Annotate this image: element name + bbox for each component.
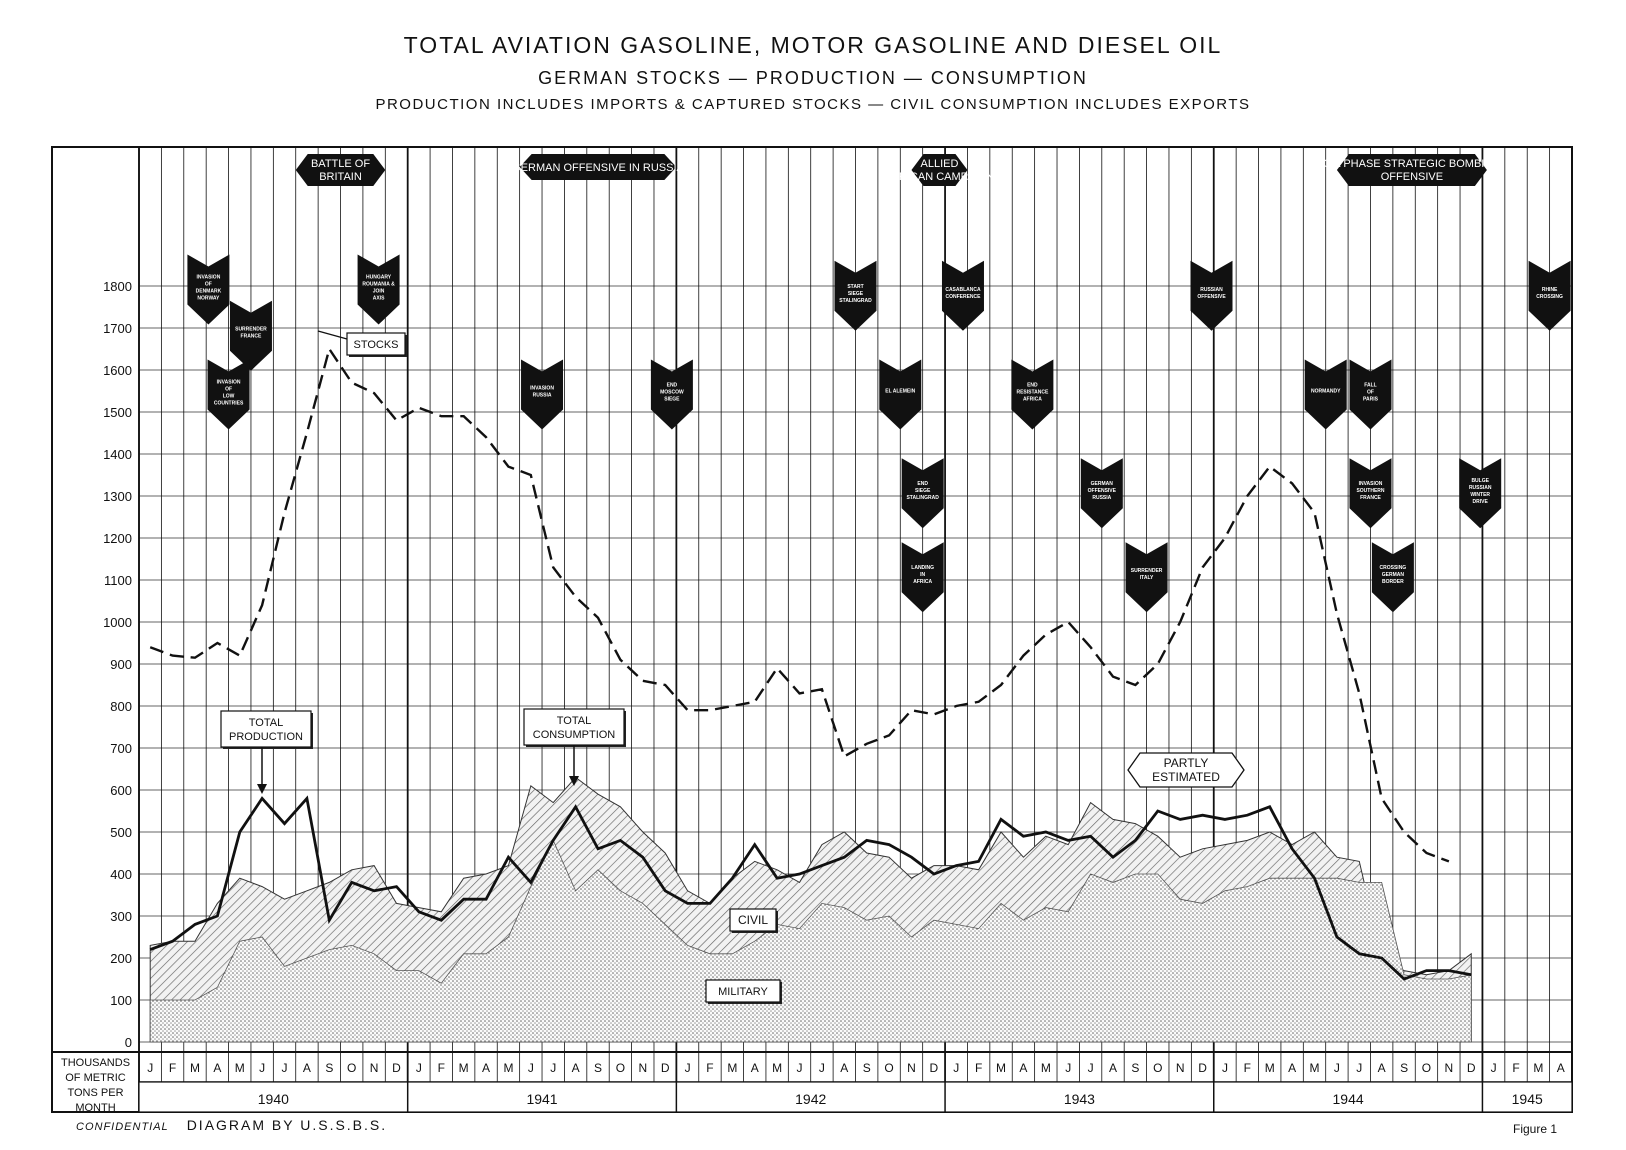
military-label-text: MILITARY (718, 986, 768, 998)
event-marker-text: RUSSIA (1092, 495, 1112, 502)
month-label: A (1288, 1061, 1297, 1075)
event-marker-text: MOSCOW (660, 389, 684, 396)
event-marker-text: IN (920, 572, 926, 579)
period-banner-text: BRITAIN (319, 171, 362, 183)
month-label: S (1400, 1061, 1409, 1075)
month-label: O (615, 1061, 626, 1075)
event-marker-text: ITALY (1139, 575, 1154, 582)
month-label: O (884, 1061, 894, 1075)
event-marker-text: SIEGE (915, 488, 931, 495)
event-marker-text: NORWAY (197, 295, 220, 302)
event-marker-text: SIEGE (847, 290, 864, 297)
month-label: M (996, 1061, 1007, 1075)
event-marker-text: GERMAN (1381, 572, 1404, 579)
production-label-text: PRODUCTION (229, 731, 303, 743)
stocks-arrow (318, 331, 347, 339)
consumption-label-text: TOTAL (556, 715, 592, 727)
period-banner (296, 154, 386, 186)
period-banner-text: AFRICAN CAMPAIGN (884, 171, 995, 183)
event-marker-text: RUSSIA (532, 392, 552, 399)
month-label: J (1221, 1061, 1228, 1075)
month-label: O (1153, 1061, 1163, 1075)
month-label: J (684, 1061, 691, 1075)
month-label: A (213, 1061, 222, 1075)
month-label: A (1377, 1061, 1386, 1075)
unit-label: OF METRIC (65, 1072, 126, 1084)
month-label: A (840, 1061, 849, 1075)
event-marker (187, 255, 229, 325)
event-marker-text: SIEGE (664, 396, 680, 403)
event-marker-text: STALINGRAD (906, 495, 939, 502)
month-label: N (1444, 1061, 1454, 1075)
y-tick-label: 600 (110, 783, 132, 798)
y-tick-label: 1100 (104, 573, 132, 588)
period-banner (885, 154, 994, 186)
month-label: F (168, 1061, 177, 1075)
y-tick-label: 700 (110, 741, 132, 756)
month-label: D (660, 1061, 670, 1075)
event-marker-text: FALL (1364, 382, 1377, 389)
footer-credit (76, 1117, 387, 1133)
event-marker-text: LOW (222, 393, 235, 400)
month-label: M (234, 1061, 245, 1075)
month-label: F (437, 1061, 445, 1075)
month-label: S (862, 1061, 871, 1075)
y-tick-label: 200 (110, 951, 132, 966)
event-marker-text: DENMARK (195, 288, 222, 295)
month-label: J (1490, 1061, 1497, 1075)
y-tick-label: 1000 (103, 615, 132, 630)
event-marker-text: AXIS (372, 295, 385, 302)
production-arrowhead (257, 784, 267, 794)
month-label: J (1333, 1061, 1340, 1075)
consumption-label-text: CONSUMPTION (532, 729, 616, 741)
month-label: J (796, 1061, 803, 1075)
partly-estimated-text: PARTLY (1163, 756, 1209, 770)
event-marker-text: INVASION (1358, 481, 1383, 488)
month-label: A (482, 1061, 491, 1075)
production-label (221, 711, 313, 749)
year-label: 1940 (257, 1091, 289, 1107)
month-label: F (706, 1061, 714, 1075)
chart-title: TOTAL AVIATION GASOLINE, MOTOR GASOLINE AND DIESEL OIL (403, 32, 1223, 58)
month-label: J (953, 1061, 960, 1075)
month-label: M (189, 1061, 200, 1075)
month-label: F (1512, 1061, 1520, 1075)
year-label: 1942 (795, 1091, 827, 1107)
partly-estimated-text: ESTIMATED (1152, 770, 1220, 784)
y-tick-label: 0 (124, 1035, 132, 1050)
chart-note: PRODUCTION INCLUDES IMPORTS & CAPTURED STOCKS — CIVIL CONSUMPTION INCLUDES EXPORTS (375, 96, 1251, 113)
event-marker-text: START (847, 283, 864, 290)
event-marker-text: CROSSING (1379, 565, 1407, 572)
y-tick-label: 400 (110, 867, 132, 882)
stocks-label-text: STOCKS (353, 339, 399, 351)
month-label: D (1198, 1061, 1207, 1075)
event-marker-text: RESISTANCE (1016, 389, 1049, 396)
stocks-label (347, 333, 407, 357)
month-label: A (1019, 1061, 1028, 1075)
event-marker-text: END (1027, 382, 1038, 389)
month-label: M (727, 1061, 738, 1075)
y-tick-label: 500 (110, 825, 132, 840)
month-label: J (527, 1061, 534, 1075)
event-marker-text: PARIS (1363, 396, 1378, 403)
event-marker-text: STALINGRAD (839, 297, 872, 304)
period-banner-text: BATTLE OF (310, 158, 371, 170)
event-marker-text: GERMAN (1090, 481, 1113, 488)
event-marker-text: CROSSING (1536, 293, 1563, 300)
event-marker-text: FRANCE (1360, 495, 1381, 502)
event-marker-text: SURRENDER (1130, 568, 1163, 575)
y-tick-label: 1700 (103, 321, 132, 336)
month-label: A (1108, 1061, 1117, 1075)
month-label: J (147, 1061, 154, 1075)
year-label: 1943 (1063, 1091, 1095, 1107)
y-tick-label: 800 (110, 699, 132, 714)
chart-subtitle: GERMAN STOCKS — PRODUCTION — CONSUMPTION (538, 68, 1088, 88)
month-label: S (594, 1061, 603, 1075)
month-label: M (1264, 1061, 1275, 1075)
period-banner-text: OIL PHASE STRATEGIC BOMBING (1322, 158, 1501, 170)
event-marker-text: INVASION (216, 379, 241, 386)
stocks-line (150, 349, 1449, 861)
event-marker-text: OF (225, 386, 233, 393)
event-marker-text: INVASION (530, 385, 554, 392)
event-marker-text: FRANCE (240, 333, 262, 340)
event-marker-text: ROUMANIA & (362, 281, 395, 288)
production-label-text: TOTAL (248, 717, 284, 729)
unit-label: TONS PER (67, 1087, 124, 1099)
month-label: J (1356, 1061, 1363, 1075)
month-label: O (1421, 1061, 1432, 1075)
y-tick-label: 300 (110, 909, 132, 924)
event-marker-text: OFFENSIVE (1197, 293, 1226, 300)
event-marker-text: RHINE (1541, 286, 1558, 293)
month-label: J (259, 1061, 266, 1075)
event-marker-text: END (917, 481, 928, 488)
month-label: J (818, 1061, 825, 1075)
month-label: F (974, 1061, 983, 1075)
event-marker (1459, 458, 1501, 528)
y-tick-label: 1300 (103, 489, 132, 504)
month-label: F (1243, 1061, 1252, 1075)
month-label: S (325, 1061, 334, 1075)
y-tick-label: 1500 (103, 405, 132, 420)
event-marker (1191, 261, 1233, 331)
y-tick-label: 100 (110, 993, 132, 1008)
event-marker-text: JOIN (372, 288, 385, 295)
month-label: M (458, 1061, 469, 1075)
y-tick-label: 1200 (103, 531, 132, 546)
month-label: M (503, 1061, 514, 1075)
event-marker-text: AFRICA (913, 579, 933, 586)
event-marker-text: OF (1367, 389, 1374, 396)
event-marker-text: BORDER (1382, 579, 1404, 586)
month-label: M (1040, 1061, 1051, 1075)
credit-label: DIAGRAM BY U.S.S.B.S. (186, 1117, 388, 1133)
event-marker-text: NORMANDY (1310, 388, 1341, 395)
event-marker-text: SURRENDER (235, 326, 267, 333)
event-marker-text: RUSSIAN (1200, 286, 1223, 293)
event-marker-text: COUNTRIES (213, 400, 244, 407)
event-marker-text: WINTER (1470, 492, 1491, 499)
y-tick-label: 900 (110, 657, 132, 672)
month-label: A (750, 1061, 759, 1075)
military-label (706, 980, 782, 1004)
civil-label-text: CIVIL (737, 913, 769, 927)
civil-label (730, 909, 778, 933)
month-label: O (347, 1061, 357, 1075)
month-label: A (571, 1061, 580, 1075)
month-label: D (1466, 1061, 1476, 1075)
period-banner-text: GERMAN OFFENSIVE IN RUSSIA (512, 162, 684, 174)
event-marker-text: RUSSIAN (1468, 485, 1492, 492)
period-banner-text: OFFENSIVE (1380, 171, 1444, 183)
y-tick-label: 1600 (103, 363, 132, 378)
event-marker-text: EL ALEMEIN (885, 388, 916, 395)
event-marker (942, 261, 984, 331)
event-marker-text: DRIVE (1472, 499, 1488, 506)
month-label: D (392, 1061, 401, 1075)
month-label: J (415, 1061, 422, 1075)
month-label: N (369, 1061, 379, 1075)
month-label: M (1533, 1061, 1544, 1075)
month-label: J (281, 1061, 288, 1075)
y-tick-label: 1400 (103, 447, 132, 462)
event-marker-text: HUNGARY (366, 274, 392, 281)
month-label: M (1309, 1061, 1320, 1075)
month-label: N (638, 1061, 648, 1075)
year-label: 1945 (1511, 1091, 1543, 1107)
year-label: 1941 (526, 1091, 558, 1107)
event-marker-text: CASABLANCA (945, 286, 981, 293)
event-marker-text: OF (204, 281, 212, 288)
event-marker-text: LANDING (911, 565, 935, 572)
event-marker-text: CONFERENCE (945, 293, 981, 300)
month-label: A (302, 1061, 311, 1075)
month-label: J (1087, 1061, 1094, 1075)
month-label: A (1556, 1061, 1565, 1075)
period-banner (512, 154, 684, 180)
event-marker-text: INVASION (196, 274, 221, 281)
month-label: J (1065, 1061, 1072, 1075)
figure-label: Figure 1 (1513, 1122, 1558, 1136)
event-marker-text: END (666, 382, 678, 389)
month-label: M (772, 1061, 783, 1075)
confidential-label: CONFIDENTIAL (76, 1121, 169, 1133)
period-banner (1323, 154, 1501, 186)
month-label: N (1175, 1061, 1185, 1075)
month-label: D (929, 1061, 939, 1075)
month-label: S (1131, 1061, 1140, 1075)
event-marker-text: BULGE (1471, 478, 1489, 485)
event-marker (358, 255, 400, 325)
period-banner-text: ALLIED (920, 158, 959, 170)
event-marker-text: OFFENSIVE (1087, 488, 1116, 495)
month-label: J (550, 1061, 557, 1075)
unit-label: THOUSANDS (60, 1057, 131, 1069)
unit-label: MONTH (75, 1102, 116, 1114)
event-marker-text: AFRICA (1022, 396, 1042, 403)
consumption-label (524, 709, 626, 747)
y-tick-label: 1800 (103, 279, 132, 294)
month-label: N (907, 1061, 916, 1075)
event-marker-text: SOUTHERN (1356, 488, 1385, 495)
year-label: 1944 (1332, 1091, 1364, 1107)
